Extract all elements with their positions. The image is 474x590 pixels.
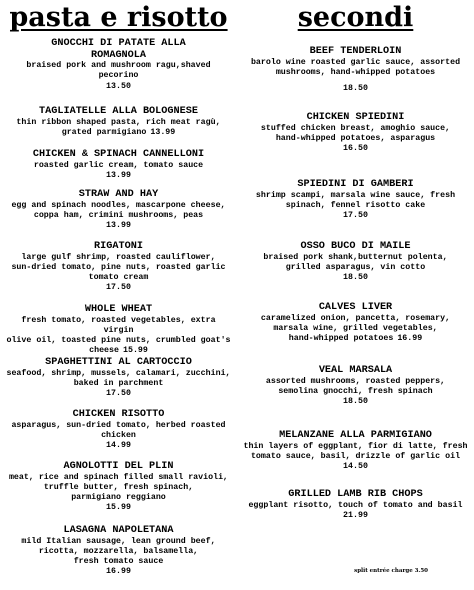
menu-item	[4, 357, 233, 399]
dish-price: 21.99	[343, 510, 368, 520]
dish-price: 13.50	[106, 81, 131, 91]
split-charge-note: split entrée charge 3.50	[354, 568, 428, 574]
dish-description: grated parmigiano	[61, 127, 147, 137]
dish-description: shrimp scampi, marsala wine sauce, fresh	[255, 190, 456, 200]
dish-name: GRILLED LAMB RIB CHOPS	[288, 489, 423, 500]
dish-price: 13.99	[106, 170, 131, 180]
dish-price: 16.50	[343, 144, 368, 154]
dish-description: sun-dried tomato, pine nuts, roasted garlic	[11, 262, 226, 272]
dish-name: WHOLE WHEAT	[84, 304, 153, 315]
dish-description: pecorino	[98, 71, 139, 81]
dish-name: SPAGHETTINI AL CARTOCCIO	[45, 357, 192, 368]
dish-price: 16.99	[106, 567, 131, 577]
dish-description: tomato sauce, basil, drizzle of garlic oil	[250, 451, 461, 461]
dish-description: braised pork shank,butternut polenta,	[263, 252, 448, 262]
dish-description: parmigiano reggiano	[71, 493, 166, 503]
dish-price: 18.50	[343, 84, 368, 94]
dish-description: egg and spinach noodles, mascarpone cheese,	[11, 200, 226, 210]
dish-description: coppa ham, crimini mushrooms, peas	[33, 210, 204, 220]
dish-description: caramelized onion, pancetta, rosemary,	[260, 313, 451, 323]
dish-description: semolina gnocchi, fresh spinach	[278, 386, 433, 396]
dish-name: RIGATONI	[94, 241, 143, 252]
dish-name: CHICKEN SPIEDINI	[306, 112, 405, 123]
dish-name: MELANZANE ALLA PARMIGIANO	[279, 430, 432, 441]
menu-item	[241, 46, 470, 94]
dish-description: chicken	[101, 430, 136, 440]
menu-item	[241, 430, 470, 472]
menu-item	[241, 302, 470, 344]
dish-price: 15.99	[106, 503, 131, 513]
dish-description: barolo wine roasted garlic sauce, assorted	[250, 57, 461, 67]
dish-price: 13.99	[150, 127, 176, 137]
menu-item	[4, 149, 233, 181]
dish-price: 14.99	[106, 441, 131, 451]
dish-price: 13.99	[106, 221, 131, 231]
menu-item	[4, 409, 233, 451]
dish-description: thin ribbon shaped pasta, rich meat ragù,	[16, 117, 221, 127]
dish-price: 17.50	[343, 211, 368, 221]
dish-description: mild Italian sausage, lean ground beef,	[21, 536, 216, 546]
dish-description: grilled asparagus, vin cotto	[285, 262, 426, 272]
dish-description: cheese	[89, 346, 119, 356]
dish-price: 16.99	[397, 334, 423, 344]
dish-description: meat, rice and spinach filled small ravioli,	[8, 472, 229, 482]
dish-price: 14.50	[343, 462, 368, 472]
dish-description: assorted mushrooms, roasted peppers,	[265, 376, 446, 386]
menu-item	[4, 106, 233, 138]
dish-description: fresh tomato, roasted vegetables, extra virgin	[21, 315, 216, 335]
dish-price: 17.50	[106, 283, 131, 293]
section-heading-pasta: pasta e risotto	[9, 2, 228, 33]
menu-item	[4, 525, 233, 578]
dish-description: baked in parchment	[73, 378, 164, 388]
dish-description: seafood, shrimp, mussels, calamari, zucchini,	[6, 368, 231, 378]
dish-description: stuffed chicken breast, amoghio sauce,	[260, 123, 451, 133]
dish-name: OSSO BUCO DI MAILE	[300, 241, 411, 252]
dish-name: TAGLIATELLE ALLA BOLOGNESE	[39, 106, 198, 117]
menu-item	[241, 112, 470, 154]
menu-item	[241, 365, 470, 407]
dish-price: 15.99	[122, 346, 148, 356]
dish-description: hand-whipped potatoes, asparagus	[275, 133, 436, 143]
dish-name: LASAGNA NAPOLETANA	[63, 525, 174, 536]
dish-description: braised pork and mushroom ragu,shaved	[26, 61, 211, 70]
menu-item	[241, 489, 470, 521]
dish-description: olive oil, toasted pine nuts, crumbled goat's	[6, 336, 231, 346]
dish-name: SPIEDINI DI GAMBERI	[297, 179, 414, 190]
dish-name: CALVES LIVER	[318, 302, 393, 313]
dish-name: AGNOLOTTI DEL PLIN	[63, 461, 174, 472]
dish-description: fresh tomato sauce	[73, 557, 164, 567]
menu-item	[4, 189, 233, 231]
dish-price: 18.50	[343, 273, 368, 283]
dish-description: marsala wine, grilled vegetables,	[273, 323, 438, 333]
dish-description: large gulf shrimp, roasted cauliflower,	[21, 252, 216, 262]
dish-description: asparagus, sun-dried tomato, herbed roasted	[11, 420, 226, 430]
menu-item	[4, 38, 233, 92]
dish-description: thin layers of eggplant, fior di latte, fresh	[243, 441, 468, 451]
menu-item	[4, 461, 233, 514]
dish-price: 17.50	[106, 389, 131, 399]
menu-item	[4, 304, 233, 357]
dish-description: ricotta, mozzarella, balsamella,	[38, 546, 199, 556]
dish-name: CHICKEN RISOTTO	[72, 409, 165, 420]
dish-name: STRAW AND HAY	[78, 189, 159, 200]
dish-name: CHICKEN & SPINACH CANNELLONI	[32, 149, 205, 160]
menu-item	[241, 241, 470, 283]
dish-name: ROMAGNOLA	[90, 49, 147, 61]
dish-description: eggplant risotto, touch of tomato and basil	[248, 500, 463, 510]
dish-name: BEEF TENDERLOIN	[309, 46, 402, 57]
dish-name: GNOCCHI DI PATATE ALLA	[51, 38, 186, 49]
dish-description: spinach, fennel risotto cake	[285, 200, 426, 210]
dish-description: tomato cream	[88, 273, 149, 283]
section-heading-secondi: secondi	[297, 2, 414, 33]
dish-description: truffle butter, fresh spinach,	[43, 482, 194, 492]
dish-description: hand-whipped potatoes	[288, 334, 394, 344]
menu-item	[241, 179, 470, 221]
menu-item	[4, 241, 233, 294]
dish-description: roasted garlic cream, tomato sauce	[33, 160, 204, 170]
dish-price: 18.50	[343, 397, 368, 407]
dish-description: mushrooms, hand-whipped potatoes	[275, 67, 436, 77]
dish-name: VEAL MARSALA	[318, 365, 393, 376]
